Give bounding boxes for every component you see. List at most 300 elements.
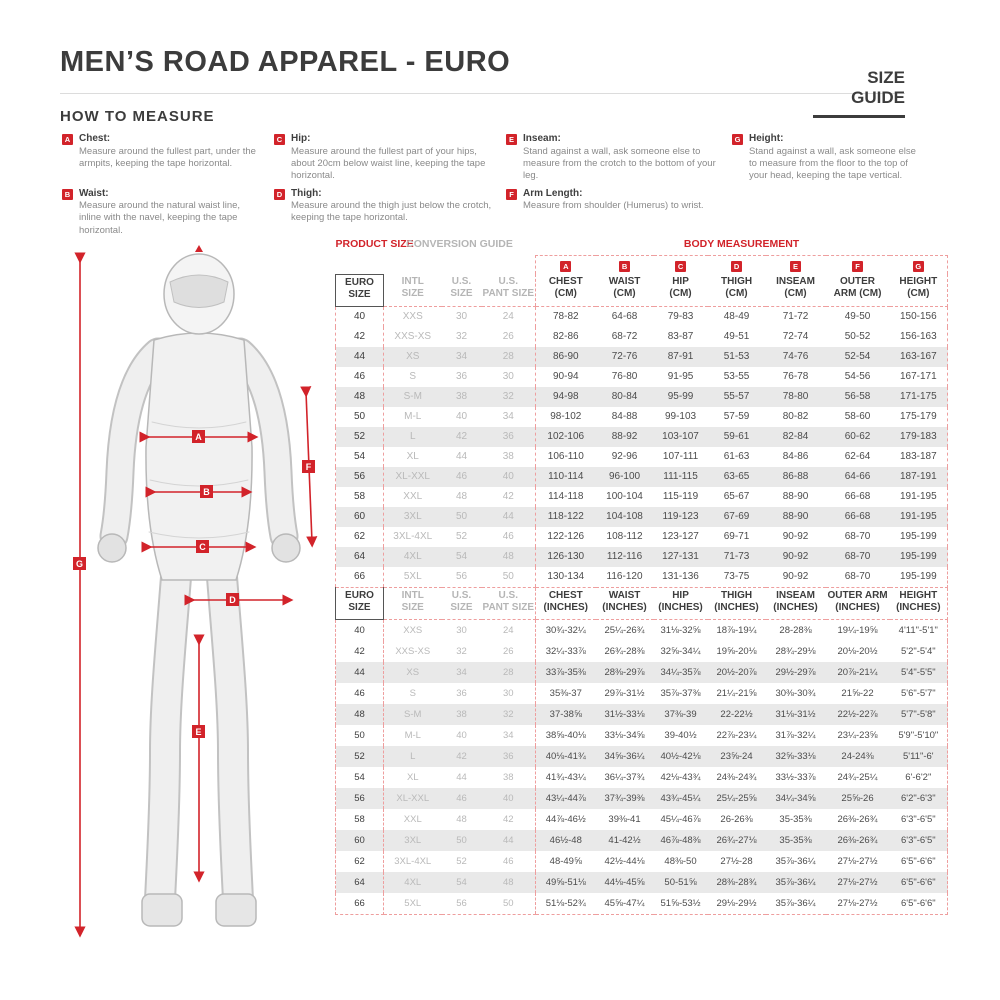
helmet-logo xyxy=(195,245,203,252)
cell-thigh: 73-75 xyxy=(708,567,766,588)
cell-us-pant-size: 44 xyxy=(502,511,514,522)
cell-waist: 64-68 xyxy=(611,311,638,322)
col-waist-in: WAIST (INCHES) xyxy=(596,587,654,619)
cell-us-pant-size: 30 xyxy=(502,687,514,699)
cell-waist: 100-104 xyxy=(606,491,643,502)
table-row xyxy=(336,619,948,641)
cell-us-pant-size: 38 xyxy=(502,451,514,462)
cell-thigh: 61-63 xyxy=(723,451,750,462)
cell-euro-size: 64 xyxy=(336,547,384,567)
cell-intl-size: S xyxy=(384,367,442,387)
cell-thigh: 27½-28 xyxy=(720,855,753,867)
cm-column-header-row xyxy=(336,274,948,306)
cell-intl-size: XL xyxy=(384,447,442,467)
cell-euro-size: 40 xyxy=(336,619,384,641)
cell-inseam: 32⅝-33⅛ xyxy=(775,750,816,762)
measure-instruction xyxy=(62,188,260,238)
cell-thigh: 65-67 xyxy=(723,491,750,502)
cell-waist: 45⅝-47¼ xyxy=(596,893,654,915)
cell-euro-size: 40 xyxy=(336,306,384,327)
cell-hip: 37⅜-39 xyxy=(664,708,697,720)
cell-us-size: 32 xyxy=(455,331,468,342)
col-euro-size: EURO SIZE xyxy=(336,274,384,306)
group-header-row xyxy=(336,220,948,256)
cell-waist: 37¾-39⅜ xyxy=(604,792,645,804)
cell-hip: 40½-42⅛ xyxy=(660,750,701,762)
table-row xyxy=(336,567,948,588)
measure-letter-badge: F xyxy=(506,189,517,200)
cell-us-size: 54 xyxy=(456,876,467,888)
glove-right xyxy=(272,534,300,562)
cell-intl-size: M-L xyxy=(384,407,442,427)
table-row xyxy=(336,725,948,746)
table-row xyxy=(336,767,948,788)
cell-outer-arm: 26⅜-26¾ xyxy=(837,813,878,825)
cell-outer-arm: 27⅛-27½ xyxy=(826,893,890,915)
measure-description: Measure around the thigh just below the crotch, keeping the tape horizontal. xyxy=(291,200,492,224)
measure-name: Chest: xyxy=(79,133,111,144)
cell-inseam: 31⅞-32¼ xyxy=(775,729,816,741)
cell-waist: 41-42½ xyxy=(608,834,641,846)
cell-waist: 26¾-28⅜ xyxy=(604,645,645,657)
cell-height: 150-156 xyxy=(890,306,948,327)
cell-inseam: 33½-33⅞ xyxy=(775,771,816,783)
header-divider xyxy=(60,93,905,94)
cell-thigh: 22⅞-23¼ xyxy=(716,729,757,741)
marker-a-label: A xyxy=(195,432,202,442)
cell-euro-size: 66 xyxy=(336,893,384,915)
cell-hip: 107-111 xyxy=(662,451,699,462)
cell-intl-size: S-M xyxy=(384,387,442,407)
cell-hip: 103-107 xyxy=(662,431,699,442)
cell-us-pant-size: 38 xyxy=(502,771,514,783)
cell-waist: 84-88 xyxy=(611,411,638,422)
table-row xyxy=(336,704,948,725)
cell-inseam: 76-78 xyxy=(782,371,809,382)
height-letter-badge: G xyxy=(913,261,924,272)
cell-hip: 32⅝-34¼ xyxy=(660,645,701,657)
cell-height: 4'11"-5'1" xyxy=(890,619,948,641)
cell-us-pant-size: 34 xyxy=(502,411,514,422)
measure-name: Thigh: xyxy=(291,187,322,199)
cell-waist: 33⅛-34⅝ xyxy=(604,729,645,741)
cell-us-size: 40 xyxy=(455,411,468,422)
cell-hip: 91-95 xyxy=(667,371,694,382)
cell-outer-arm: 58-60 xyxy=(844,411,871,422)
table-row xyxy=(336,367,948,387)
cell-euro-size: 42 xyxy=(336,641,384,662)
measure-letter-badge: G xyxy=(732,134,743,145)
letter-badge-row xyxy=(336,256,948,275)
table-row xyxy=(336,427,948,447)
cell-intl-size: 5XL xyxy=(384,567,442,588)
cell-us-size: 44 xyxy=(455,451,468,462)
table-row xyxy=(336,387,948,407)
measure-letter-badge: B xyxy=(62,189,73,200)
cell-waist: 108-112 xyxy=(606,531,643,542)
col-hip-in: HIP (INCHES) xyxy=(654,587,708,619)
cell-chest: 94-98 xyxy=(536,387,596,407)
cell-waist: 28⅜-29⅞ xyxy=(604,666,645,678)
cell-inseam: 90-92 xyxy=(766,567,826,588)
cell-chest: 118-122 xyxy=(536,507,596,527)
cell-euro-size: 58 xyxy=(336,809,384,830)
cell-hip: 48⅜-50 xyxy=(664,855,697,867)
col-thigh-cm: THIGH (CM) xyxy=(708,274,766,306)
cell-waist: 31½-33⅛ xyxy=(604,708,645,720)
cell-intl-size: XXL xyxy=(384,487,442,507)
cell-thigh: 28⅜-28¾ xyxy=(716,876,757,888)
cell-outer-arm: 26⅜-26¾ xyxy=(837,834,878,846)
cell-us-size: 36 xyxy=(455,371,468,382)
cell-outer-arm: 68-70 xyxy=(826,567,890,588)
cell-thigh: 67-69 xyxy=(723,511,750,522)
cell-height: 167-171 xyxy=(890,367,948,387)
cell-hip: 95-99 xyxy=(667,391,694,402)
cell-intl-size: S-M xyxy=(384,704,442,725)
cell-euro-size: 62 xyxy=(336,527,384,547)
col-inseam-cm: INSEAM (CM) xyxy=(766,274,826,306)
measure-description: Measure around the natural waist line, inline with the navel, keeping the tape horizontal. xyxy=(79,200,241,236)
cell-outer-arm: 49-50 xyxy=(844,311,871,322)
body-measurement-group-label: BODY MEASUREMENT xyxy=(683,237,800,250)
col-euro-size-in: EURO SIZE xyxy=(336,587,384,619)
cell-hip: 111-115 xyxy=(663,471,698,482)
cell-euro-size: 48 xyxy=(336,704,384,725)
cell-chest: 44⅞-46½ xyxy=(536,809,596,830)
cell-us-pant-size: 24 xyxy=(502,624,514,636)
cell-intl-size: XS xyxy=(384,662,442,683)
cell-waist: 42½-44⅛ xyxy=(604,855,645,867)
cell-us-size: 42 xyxy=(456,750,467,762)
cell-chest: 86-90 xyxy=(536,347,596,367)
col-us-size: U.S. SIZE xyxy=(442,274,482,306)
cell-us-pant-size: 46 xyxy=(502,855,514,867)
cell-us-pant-size: 50 xyxy=(482,893,536,915)
size-table xyxy=(335,220,948,915)
measure-name: Inseam: xyxy=(523,133,561,144)
cell-us-pant-size: 42 xyxy=(502,813,514,825)
cell-chest: 49⅝-51⅛ xyxy=(536,872,596,893)
cell-waist: 80-84 xyxy=(611,391,638,402)
cell-hip: 46⅞-48⅜ xyxy=(660,834,701,846)
cell-inseam: 35⅞-36¼ xyxy=(775,876,816,888)
cell-inseam: 84-86 xyxy=(782,451,809,462)
cell-euro-size: 60 xyxy=(336,507,384,527)
cell-euro-size: 60 xyxy=(336,830,384,851)
col-intl-size: INTL SIZE xyxy=(384,274,442,306)
cell-waist: 72-76 xyxy=(611,351,638,362)
cell-outer-arm: 68-70 xyxy=(844,551,871,562)
cell-thigh: 24⅜-24¾ xyxy=(716,771,757,783)
conversion-guide-group-label: CONVERSION GUIDE xyxy=(406,238,513,251)
cell-chest: 78-82 xyxy=(536,306,596,327)
cell-height: 5'6"-5'7" xyxy=(890,683,948,704)
cell-intl-size: 3XL xyxy=(384,830,442,851)
cell-height: 195-199 xyxy=(890,547,948,567)
cell-chest: 40⅛-41¾ xyxy=(536,746,596,767)
cell-hip: 45¼-46⅞ xyxy=(660,813,701,825)
cell-thigh: 22-22½ xyxy=(720,708,753,720)
cell-euro-size: 54 xyxy=(336,447,384,467)
cell-height: 195-199 xyxy=(890,567,948,588)
cell-inseam: 30⅜-30¾ xyxy=(775,687,816,699)
cell-inseam: 90-92 xyxy=(782,551,809,562)
measure-instruction xyxy=(274,133,492,183)
cell-us-pant-size: 50 xyxy=(482,567,536,588)
cell-hip: 34¼-35⅞ xyxy=(660,666,701,678)
cell-intl-size: XXS-XS xyxy=(384,641,442,662)
cell-chest: 110-114 xyxy=(536,467,596,487)
cell-intl-size: L xyxy=(384,427,442,447)
cell-chest: 43¼-44⅞ xyxy=(536,788,596,809)
cell-chest: 35⅜-37 xyxy=(536,683,596,704)
cell-inseam: 35-35⅜ xyxy=(779,813,812,825)
cell-hip: 99-103 xyxy=(664,411,697,422)
cell-us-pant-size: 34 xyxy=(502,729,514,741)
cell-inseam: 35⅞-36¼ xyxy=(766,893,826,915)
measure-description: Measure around the fullest part of your hips, about 20cm below waist line, keeping the tape horizontal. xyxy=(291,145,486,182)
cell-euro-size: 66 xyxy=(336,567,384,588)
cell-outer-arm: 20⅛-20½ xyxy=(837,645,878,657)
table-row xyxy=(336,407,948,427)
cell-height: 6'2"-6'3" xyxy=(890,788,948,809)
cell-us-size: 52 xyxy=(455,531,468,542)
col-chest-cm: CHEST (CM) xyxy=(536,274,596,306)
measure-description: Measure around the fullest part, under the armpits, keeping the tape horizontal. xyxy=(79,145,256,169)
cell-height: 6'5"-6'6" xyxy=(890,872,948,893)
measure-name: Hip: xyxy=(291,133,311,144)
marker-g-label: G xyxy=(75,559,84,569)
cell-hip: 83-87 xyxy=(667,331,694,342)
measure-name: Waist: xyxy=(79,187,109,199)
measure-instruction xyxy=(62,133,260,183)
cell-euro-size: 56 xyxy=(336,467,384,487)
cell-height: 195-199 xyxy=(890,527,948,547)
hip-letter-badge: C xyxy=(675,261,686,272)
cell-chest: 46½-48 xyxy=(536,830,596,851)
table-row xyxy=(336,467,948,487)
cell-waist: 44⅛-45⅝ xyxy=(604,876,645,888)
cell-outer-arm: 56-58 xyxy=(844,391,871,402)
cell-thigh: 69-71 xyxy=(723,531,750,542)
cell-outer-arm: 50-52 xyxy=(844,331,871,342)
cell-us-size: 38 xyxy=(456,708,467,720)
col-inseam-in: INSEAM (INCHES) xyxy=(766,587,826,619)
boot-right xyxy=(216,894,256,926)
cell-inseam: 86-88 xyxy=(782,471,809,482)
cell-height: 187-191 xyxy=(890,467,948,487)
cell-inseam: 82-84 xyxy=(782,431,809,442)
marker-c-label: C xyxy=(199,542,206,552)
cell-outer-arm: 68-70 xyxy=(844,531,871,542)
cell-us-size: 46 xyxy=(456,792,467,804)
cell-waist: 112-116 xyxy=(606,551,643,562)
col-thigh-in: THIGH (INCHES) xyxy=(708,587,766,619)
cell-us-size: 56 xyxy=(442,567,482,588)
col-waist-cm: WAIST (CM) xyxy=(596,274,654,306)
table-row xyxy=(336,872,948,893)
cell-outer-arm: 21⅝-22 xyxy=(841,687,874,699)
cell-waist: 96-100 xyxy=(608,471,641,482)
cell-outer-arm: 23¼-23⅝ xyxy=(837,729,878,741)
page-title: MEN’S ROAD APPAREL - EURO xyxy=(60,46,511,78)
cell-chest: 90-94 xyxy=(536,367,596,387)
cell-hip: 115-119 xyxy=(662,491,699,502)
cell-inseam: 78-80 xyxy=(782,391,809,402)
cell-height: 6'3"-6'5" xyxy=(890,830,948,851)
cell-waist: 36¼-37¾ xyxy=(604,771,645,783)
cell-chest: 32¼-33⅞ xyxy=(536,641,596,662)
cell-height: 171-175 xyxy=(890,387,948,407)
table-row xyxy=(336,507,948,527)
cell-us-pant-size: 26 xyxy=(502,645,514,657)
cell-thigh: 19⅝-20⅛ xyxy=(716,645,757,657)
measure-instruction xyxy=(732,133,920,183)
cell-height: 6'5"-6'6" xyxy=(890,893,948,915)
inches-column-header-row xyxy=(336,587,948,619)
table-row xyxy=(336,347,948,367)
cell-outer-arm: 20⅞-21¼ xyxy=(837,666,878,678)
cell-euro-size: 62 xyxy=(336,851,384,872)
cell-us-pant-size: 28 xyxy=(502,666,514,678)
cell-chest: 106-110 xyxy=(536,447,596,467)
cell-euro-size: 50 xyxy=(336,407,384,427)
cell-us-size: 40 xyxy=(456,729,467,741)
boot-left xyxy=(142,894,182,926)
cell-thigh: 29⅛-29½ xyxy=(708,893,766,915)
measure-instruction xyxy=(506,133,718,183)
cell-us-size: 44 xyxy=(456,771,467,783)
cell-intl-size: XS xyxy=(384,347,442,367)
cell-us-size: 30 xyxy=(455,311,468,322)
cell-us-size: 42 xyxy=(455,431,468,442)
cell-waist: 92-96 xyxy=(611,451,638,462)
table-row xyxy=(336,641,948,662)
cell-waist: 116-120 xyxy=(596,567,654,588)
cell-inseam: 88-90 xyxy=(782,511,809,522)
cell-outer-arm: 25⅝-26 xyxy=(841,792,874,804)
cell-us-pant-size: 44 xyxy=(502,834,514,846)
cell-thigh: 26¾-27⅛ xyxy=(716,834,757,846)
col-hip-cm: HIP (CM) xyxy=(654,274,708,306)
inseam-letter-badge: E xyxy=(790,261,801,272)
cell-euro-size: 58 xyxy=(336,487,384,507)
cell-chest: 82-86 xyxy=(536,327,596,347)
measure-letter-badge: A xyxy=(62,134,73,145)
cell-inseam: 90-92 xyxy=(782,531,809,542)
cell-height: 191-195 xyxy=(890,487,948,507)
cell-us-pant-size: 28 xyxy=(502,351,514,362)
cell-us-pant-size: 46 xyxy=(502,531,514,542)
cell-us-pant-size: 26 xyxy=(502,331,514,342)
cell-euro-size: 46 xyxy=(336,367,384,387)
cell-thigh: 48-49 xyxy=(723,311,750,322)
cell-euro-size: 46 xyxy=(336,683,384,704)
marker-e-label: E xyxy=(195,727,202,737)
marker-d-label: D xyxy=(229,595,236,605)
measure-letter-badge: D xyxy=(274,189,285,200)
cell-height: 179-183 xyxy=(890,427,948,447)
chest-letter-badge: A xyxy=(560,261,571,272)
cell-intl-size: XL-XXL xyxy=(384,788,442,809)
cell-intl-size: 3XL xyxy=(384,507,442,527)
cell-chest: 41¾-43¼ xyxy=(536,767,596,788)
cell-hip: 39-40½ xyxy=(664,729,697,741)
cell-intl-size: XXL xyxy=(384,809,442,830)
cell-intl-size: XXS xyxy=(384,306,442,327)
cell-thigh: 63-65 xyxy=(723,471,750,482)
cell-us-pant-size: 36 xyxy=(502,431,514,442)
cell-us-pant-size: 42 xyxy=(502,491,514,502)
col-height-cm: HEIGHT (CM) xyxy=(890,274,948,306)
cell-hip: 119-123 xyxy=(662,511,699,522)
cell-outer-arm: 64-66 xyxy=(844,471,871,482)
cell-height: 163-167 xyxy=(890,347,948,367)
table-row xyxy=(336,809,948,830)
cell-us-pant-size: 24 xyxy=(502,311,514,322)
col-outer-arm-in: OUTER ARM (INCHES) xyxy=(826,587,890,619)
cell-waist: 104-108 xyxy=(606,511,643,522)
table-row xyxy=(336,683,948,704)
cell-intl-size: 4XL xyxy=(384,872,442,893)
table-row xyxy=(336,447,948,467)
cell-outer-arm: 54-56 xyxy=(844,371,871,382)
cell-intl-size: 3XL-4XL xyxy=(384,527,442,547)
cell-chest: 30¾-32¼ xyxy=(536,619,596,641)
cell-thigh: 23⅝-24 xyxy=(720,750,753,762)
cell-euro-size: 42 xyxy=(336,327,384,347)
col-height-in: HEIGHT (INCHES) xyxy=(890,587,948,619)
cell-hip: 51⅝-53½ xyxy=(654,893,708,915)
col-us-pant-size-in: U.S. PANT SIZE xyxy=(482,587,536,619)
cell-euro-size: 48 xyxy=(336,387,384,407)
cell-height: 6'-6'2" xyxy=(890,767,948,788)
cell-us-pant-size: 40 xyxy=(502,792,514,804)
cell-chest: 122-126 xyxy=(536,527,596,547)
table-row xyxy=(336,893,948,915)
cell-inseam: 80-82 xyxy=(782,411,809,422)
cell-thigh: 21¼-21⅝ xyxy=(716,687,757,699)
col-chest-in: CHEST (INCHES) xyxy=(536,587,596,619)
measure-letter-badge: C xyxy=(274,134,285,145)
cell-intl-size: XXS xyxy=(384,619,442,641)
cell-us-size: 52 xyxy=(456,855,467,867)
rider-figure-illustration xyxy=(48,232,340,950)
cell-waist: 29⅞-31½ xyxy=(604,687,645,699)
cell-us-pant-size: 30 xyxy=(502,371,514,382)
cell-intl-size: XL-XXL xyxy=(384,467,442,487)
cell-us-size: 48 xyxy=(455,491,468,502)
cell-intl-size: XL xyxy=(384,767,442,788)
thigh-letter-badge: D xyxy=(731,261,742,272)
cell-thigh: 20½-20⅞ xyxy=(716,666,757,678)
cell-us-size: 48 xyxy=(456,813,467,825)
cell-us-pant-size: 40 xyxy=(502,471,514,482)
cell-height: 175-179 xyxy=(890,407,948,427)
measure-name: Height: xyxy=(749,133,784,144)
cell-chest: 98-102 xyxy=(536,407,596,427)
cell-waist: 25¼-26¾ xyxy=(604,624,645,636)
measure-letter-badge: E xyxy=(506,134,517,145)
helmet-visor xyxy=(170,275,228,308)
col-us-pant-size: U.S. PANT SIZE xyxy=(482,274,536,306)
cell-us-size: 30 xyxy=(456,624,467,636)
cell-chest: 102-106 xyxy=(536,427,596,447)
size-guide-tab[interactable]: SIZE GUIDE xyxy=(813,68,905,118)
cell-outer-arm: 27⅛-27½ xyxy=(837,876,878,888)
cell-euro-size: 50 xyxy=(336,725,384,746)
